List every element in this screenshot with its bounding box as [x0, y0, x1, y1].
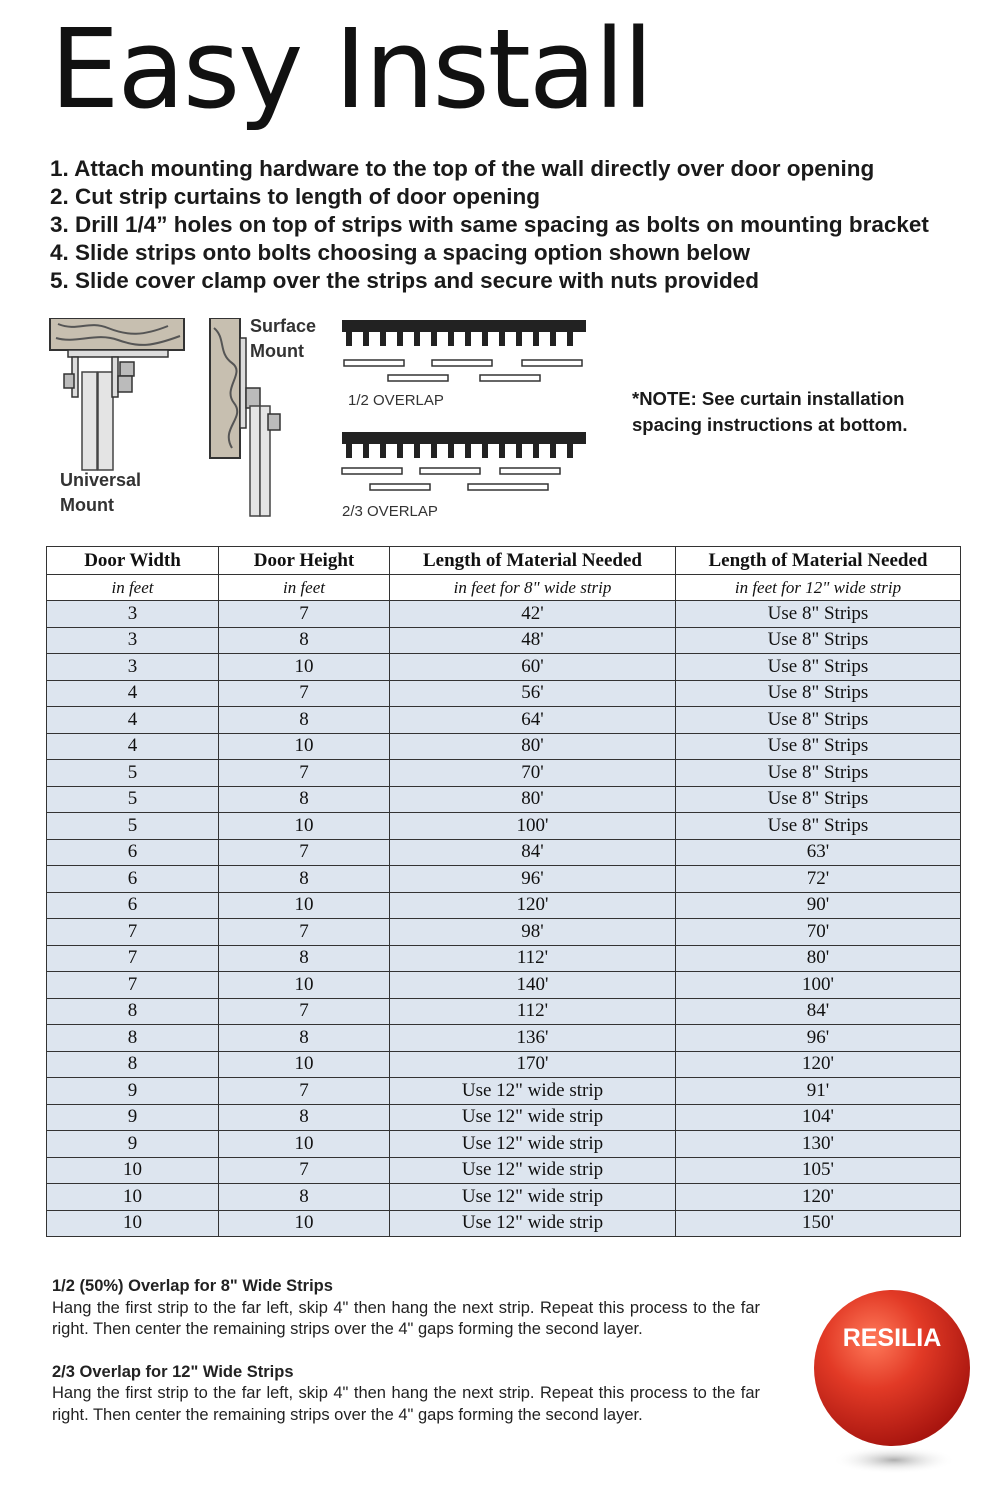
logo-text: RESILIA — [842, 1324, 942, 1352]
table-header-row — [47, 547, 961, 575]
table-cell: Use 8" Strips — [676, 707, 961, 734]
col-subheader: in feet for 12" wide strip — [676, 575, 961, 601]
footnote-title: 1/2 (50%) Overlap for 8" Wide Strips — [52, 1277, 333, 1295]
step-item: 5. Slide cover clamp over the strips and secure with nuts provided — [50, 268, 759, 293]
table-row — [47, 1104, 961, 1131]
table-cell: 6 — [47, 892, 219, 919]
table-row — [47, 1025, 961, 1052]
surface-mount-label — [250, 314, 316, 364]
footnote-title: 2/3 Overlap for 12" Wide Strips — [52, 1362, 294, 1381]
table-cell: 10 — [219, 654, 390, 681]
half-overlap-label: 1/2 OVERLAP — [348, 392, 444, 409]
table-row — [47, 1184, 961, 1211]
table-cell: Use 12" wide strip — [390, 1157, 676, 1184]
table-cell: 7 — [219, 680, 390, 707]
universal-label-line2: Mount — [60, 495, 114, 515]
table-cell: 170' — [390, 1051, 676, 1078]
step-item: 3. Drill 1/4” holes on top of strips with same spacing as bolts on mounting bracket — [50, 212, 929, 237]
table-cell: 80' — [676, 945, 961, 972]
table-cell: 80' — [390, 733, 676, 760]
table-cell: 5 — [47, 760, 219, 787]
footnote-two-thirds-overlap — [52, 1362, 760, 1427]
table-cell: 84' — [390, 839, 676, 866]
table-cell: 84' — [676, 998, 961, 1025]
table-cell: 7 — [47, 919, 219, 946]
table-cell: Use 8" Strips — [676, 733, 961, 760]
table-cell: 105' — [676, 1157, 961, 1184]
table-cell: 112' — [390, 945, 676, 972]
surface-label-line1: Surface — [250, 316, 317, 336]
table-cell: 5 — [47, 813, 219, 840]
surface-label-line2: Mount — [250, 341, 304, 361]
table-cell: 4 — [47, 707, 219, 734]
table-cell: 130' — [676, 1131, 961, 1158]
table-cell: 7 — [47, 972, 219, 999]
table-cell: 8 — [219, 866, 390, 893]
table-cell: 8 — [219, 707, 390, 734]
table-cell: 9 — [47, 1078, 219, 1105]
table-cell: 96' — [676, 1025, 961, 1052]
resilia-logo — [812, 1280, 972, 1480]
spacing-instructions — [52, 1276, 760, 1447]
table-row — [47, 1051, 961, 1078]
table-row — [47, 627, 961, 654]
step-item: 4. Slide strips onto bolts choosing a spacing option shown below — [50, 240, 751, 265]
table-cell: 98' — [390, 919, 676, 946]
table-cell: 8 — [47, 998, 219, 1025]
table-cell: Use 8" Strips — [676, 627, 961, 654]
table-cell: 100' — [676, 972, 961, 999]
table-cell: 90' — [676, 892, 961, 919]
table-cell: 7 — [219, 601, 390, 628]
table-row — [47, 707, 961, 734]
table-row — [47, 1078, 961, 1105]
table-cell: Use 12" wide strip — [390, 1131, 676, 1158]
step-item: 1. Attach mounting hardware to the top of the wall directly over door opening — [50, 156, 875, 181]
table-row — [47, 1131, 961, 1158]
table-cell: 6 — [47, 866, 219, 893]
table-body — [47, 601, 961, 1237]
table-cell: Use 12" wide strip — [390, 1184, 676, 1211]
table-row — [47, 601, 961, 628]
table-cell: 3 — [47, 601, 219, 628]
table-row — [47, 1157, 961, 1184]
table-row — [47, 866, 961, 893]
universal-mount-illustration — [48, 318, 198, 478]
table-cell: Use 8" Strips — [676, 654, 961, 681]
table-cell: 140' — [390, 972, 676, 999]
table-cell: 10 — [219, 1210, 390, 1237]
table-cell: 8 — [47, 1051, 219, 1078]
footnote-body: Hang the first strip to the far left, skip 4" then hang the next strip. Repeat this process to the far right. Then center the remaining strips over the 4" gaps forming the second layer. — [52, 1298, 760, 1338]
two-thirds-overlap-label: 2/3 OVERLAP — [342, 503, 438, 520]
material-table — [46, 546, 961, 1237]
table-cell: Use 8" Strips — [676, 601, 961, 628]
installation-note: *NOTE: See curtain installation spacing instructions at bottom. — [632, 388, 908, 435]
two-thirds-overlap-illustration — [340, 432, 590, 498]
table-cell: 120' — [390, 892, 676, 919]
table-row — [47, 813, 961, 840]
table-row — [47, 733, 961, 760]
table-cell: 72' — [676, 866, 961, 893]
table-cell: 8 — [219, 1184, 390, 1211]
table-cell: 7 — [219, 998, 390, 1025]
table-cell: 9 — [47, 1104, 219, 1131]
table-row — [47, 892, 961, 919]
col-subheader: in feet for 8" wide strip — [390, 575, 676, 601]
table-cell: 4 — [47, 733, 219, 760]
table-cell: Use 12" wide strip — [390, 1078, 676, 1105]
table-row — [47, 760, 961, 787]
table-cell: 10 — [219, 1131, 390, 1158]
table-cell: 3 — [47, 654, 219, 681]
table-cell: 63' — [676, 839, 961, 866]
table-cell: Use 8" Strips — [676, 813, 961, 840]
table-cell: 56' — [390, 680, 676, 707]
table-cell: 8 — [219, 786, 390, 813]
table-cell: Use 8" Strips — [676, 760, 961, 787]
table-row — [47, 919, 961, 946]
table-cell: 70' — [390, 760, 676, 787]
table-cell: 104' — [676, 1104, 961, 1131]
table-cell: 120' — [676, 1184, 961, 1211]
table-cell: 10 — [219, 972, 390, 999]
table-cell: 60' — [390, 654, 676, 681]
table-row — [47, 839, 961, 866]
table-cell: 10 — [47, 1184, 219, 1211]
table-cell: 96' — [390, 866, 676, 893]
table-cell: Use 12" wide strip — [390, 1104, 676, 1131]
table-cell: Use 8" Strips — [676, 786, 961, 813]
table-cell: 112' — [390, 998, 676, 1025]
table-cell: Use 8" Strips — [676, 680, 961, 707]
universal-mount-label — [60, 468, 141, 518]
footnote-body: Hang the first strip to the far left, skip 4" then hang the next strip. Repeat this process to the far right. Then center the remaining strips over the 4" gaps forming the second layer. — [52, 1384, 760, 1424]
table-cell: 120' — [676, 1051, 961, 1078]
table-cell: 7 — [219, 1157, 390, 1184]
table-cell: 91' — [676, 1078, 961, 1105]
table-cell: 4 — [47, 680, 219, 707]
table-cell: 10 — [219, 892, 390, 919]
table-row — [47, 680, 961, 707]
table-cell: 5 — [47, 786, 219, 813]
table-cell: 10 — [47, 1157, 219, 1184]
table-cell: 8 — [219, 945, 390, 972]
col-subheader: in feet — [47, 575, 219, 601]
table-cell: 42' — [390, 601, 676, 628]
col-header-material-12in: Length of Material Needed — [676, 547, 961, 575]
table-cell: 100' — [390, 813, 676, 840]
table-row — [47, 1210, 961, 1237]
col-subheader: in feet — [219, 575, 390, 601]
table-cell: 7 — [219, 760, 390, 787]
table-cell: 7 — [47, 945, 219, 972]
table-cell: 80' — [390, 786, 676, 813]
table-cell: 136' — [390, 1025, 676, 1052]
table-cell: 6 — [47, 839, 219, 866]
table-cell: 48' — [390, 627, 676, 654]
table-cell: 8 — [219, 1025, 390, 1052]
col-header-door-height: Door Height — [219, 547, 390, 575]
half-overlap-illustration — [340, 320, 590, 388]
table-cell: 150' — [676, 1210, 961, 1237]
install-steps — [50, 155, 929, 295]
table-cell: 9 — [47, 1131, 219, 1158]
table-cell: 7 — [219, 1078, 390, 1105]
table-subheader-row — [47, 575, 961, 601]
table-cell: 7 — [219, 839, 390, 866]
table-cell: 3 — [47, 627, 219, 654]
mounting-diagrams — [40, 310, 600, 535]
table-cell: 8 — [47, 1025, 219, 1052]
page-title: Easy Install — [50, 5, 652, 133]
table-row — [47, 972, 961, 999]
table-row — [47, 945, 961, 972]
table-cell: 70' — [676, 919, 961, 946]
table-cell: 8 — [219, 627, 390, 654]
universal-label-line1: Universal — [60, 470, 142, 490]
table-cell: 10 — [47, 1210, 219, 1237]
table-cell: 7 — [219, 919, 390, 946]
table-row — [47, 998, 961, 1025]
table-cell: 10 — [219, 813, 390, 840]
table-cell: 10 — [219, 733, 390, 760]
step-item: 2. Cut strip curtains to length of door opening — [50, 184, 540, 209]
table-cell: 10 — [219, 1051, 390, 1078]
table-row — [47, 654, 961, 681]
table-cell: 8 — [219, 1104, 390, 1131]
table-cell: Use 12" wide strip — [390, 1210, 676, 1237]
col-header-door-width: Door Width — [47, 547, 219, 575]
table-row — [47, 786, 961, 813]
table-cell: 64' — [390, 707, 676, 734]
col-header-material-8in: Length of Material Needed — [390, 547, 676, 575]
footnote-half-overlap — [52, 1276, 760, 1341]
